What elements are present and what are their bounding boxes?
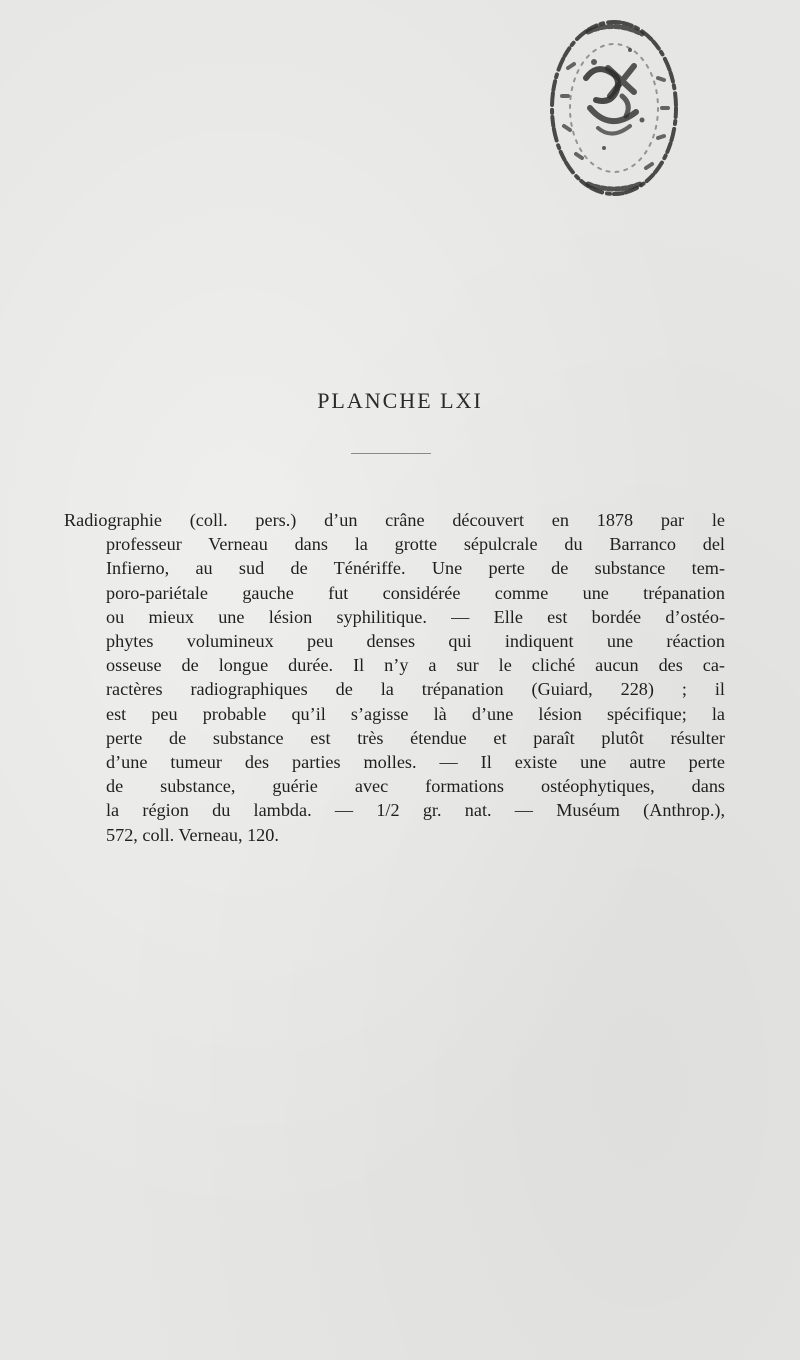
library-seal-stamp-icon	[538, 8, 688, 200]
caption-line: Radiographie (coll. pers.) d’un crâne découvert en 1878 par le	[64, 510, 725, 530]
caption-line: poro-pariétale gauche fut considérée comme une trépanation	[106, 582, 725, 603]
caption-line: perte de substance est très étendue et paraît plutôt résulter	[106, 727, 725, 748]
caption-line: ractères radiographiques de la trépanation (Guiard, 228) ; il	[106, 679, 725, 700]
caption-line: d’une tumeur des parties molles. — Il existe une autre perte	[106, 752, 725, 773]
plate-caption	[64, 508, 725, 847]
title-divider	[351, 453, 431, 454]
caption-line: Infierno, au sud de Ténériffe. Une perte de substance tem-	[106, 558, 725, 579]
caption-line: 572, coll. Verneau, 120.	[106, 824, 279, 845]
caption-line: professeur Verneau dans la grotte sépulcrale du Barranco del	[106, 534, 725, 555]
caption-line: est peu probable qu’il s’agisse là d’une lésion spécifique; la	[106, 703, 725, 724]
caption-line: phytes volumineux peu denses qui indiquent une réaction	[106, 631, 725, 652]
caption-line: osseuse de longue durée. Il n’y a sur le cliché aucun des ca-	[106, 655, 725, 676]
caption-line: ou mieux une lésion syphilitique. — Elle est bordée d’ostéo-	[106, 606, 725, 627]
caption-line: de substance, guérie avec formations ostéophytiques, dans	[106, 776, 725, 797]
caption-line: la région du lambda. — 1/2 gr. nat. — Muséum (Anthrop.),	[106, 800, 725, 821]
plate-title: PLANCHE LXI	[317, 388, 483, 413]
